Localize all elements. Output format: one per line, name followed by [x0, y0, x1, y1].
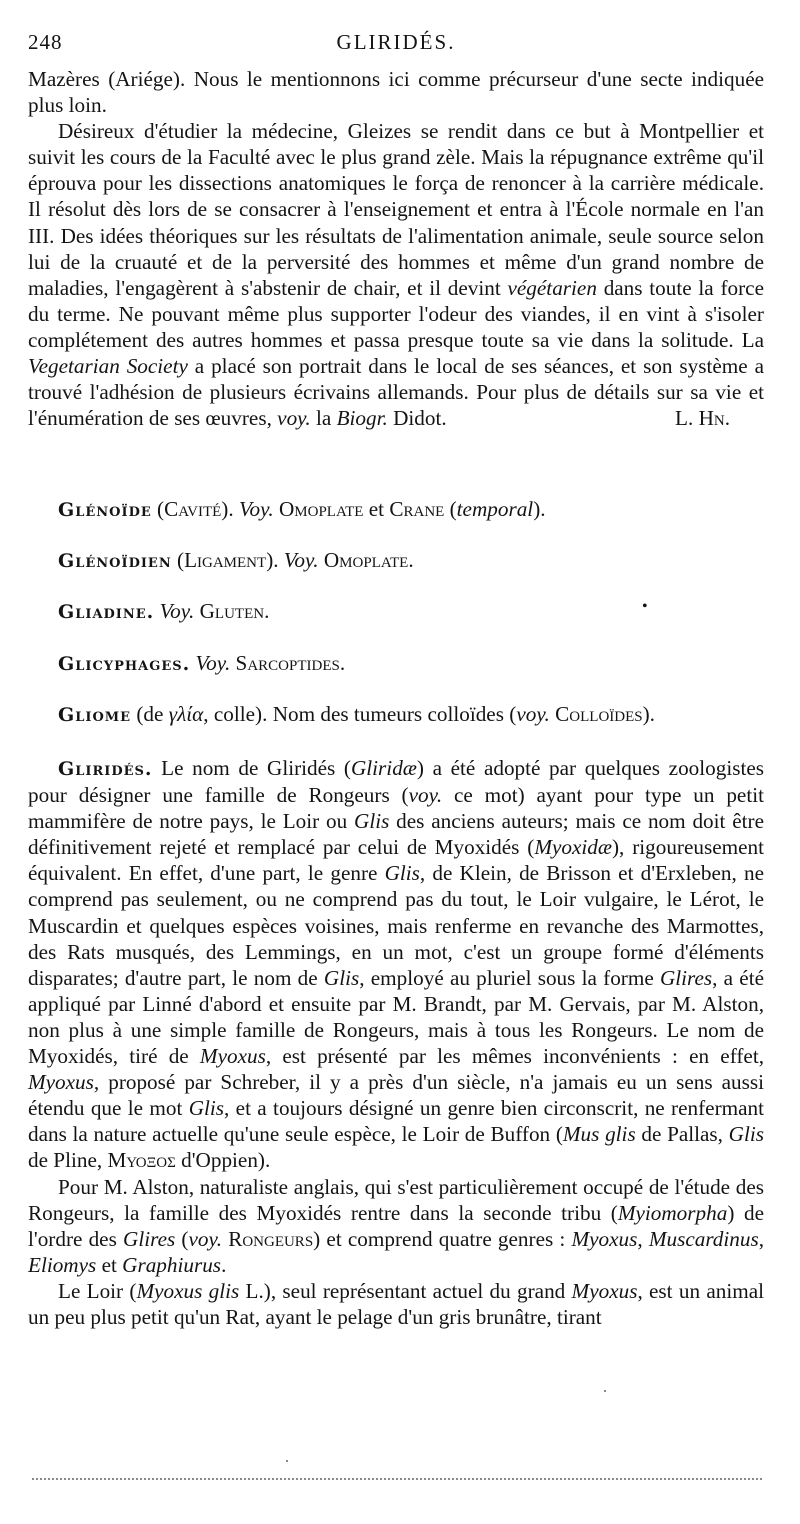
entry-headword: Gliadine. — [58, 601, 155, 623]
page-number: 248 — [28, 30, 63, 54]
entry-gliadine: Gliadine. Voy. Gluten. • — [58, 598, 648, 623]
entry-glenoide: Glénoïde (Cavité). Voy. Omoplate et Crane (temporal). — [58, 497, 546, 521]
paragraph: Mazères (Ariége). Nous le mentionnons ici comme précurseur d'une secte indiquée plus loin. — [28, 67, 764, 118]
entry-headword: Glicyphages. — [58, 653, 191, 675]
running-header — [28, 30, 764, 56]
stray-dot-mark: • — [642, 598, 648, 615]
paragraph: Désireux d'étudier la médecine, Gleizes se rendit dans ce but à Montpellier et suivit les cours de la Faculté avec le plus grand zèle. Mais la répugnance extrême qu'il éprouva pour les dissections anatomiques le força de renoncer à la carrière médicale. Il résolut dès lors de se consacrer à l'enseignement et entra à l'École normale en l'an III. Des idées théoriques sur les résultats de l'alimentation animale, seule source selon lui de la cruauté et de la perversité des hommes et même d'un grand nombre de maladies, l'engagèrent à s'abstenir de chair, et il devint végétarien dans toute la force du terme. Ne pouvant même plus supporter l'odeur des viandes, il en vint à s'isoler complétement des autres hommes et passa presque toute sa vie dans la solitude. La Vegetarian Society a placé son portrait dans le local de ses séances, et son système a trouvé l'adhésion de plusieurs écrivains allemands. Pour plus de détails sur sa vie et l'énumération de ses œuvres, voy. la Biogr. Didot. L. Hn. — [28, 119, 764, 431]
entry-headword: Gliome — [58, 704, 132, 726]
paragraph: Le Loir (Myoxus glis L.), seul représentant actuel du grand Myoxus, est un animal un peu plus petit qu'un Rat, ayant le pelage d'un gris brunâtre, tirant — [28, 1278, 764, 1329]
entry-gliome: Gliome (de γλία, colle). Nom des tumeurs colloïdes (voy. Colloïdes). — [58, 702, 655, 726]
entry-glicyphages: Glicyphages. Voy. Sarcoptides. — [58, 651, 346, 675]
entry-headword: Glénoïdien — [58, 550, 172, 572]
paragraph: Gliridés. Le nom de Gliridés (Gliridæ) a été adopté par quelques zoologistes pour désigner une famille de Rongeurs (voy. ce mot) ayant pour type un petit mammifère de notre pays, le Loir ou Glis des anciens auteurs; mais ce nom doit être définitivement rejeté et remplacé par celui de Myoxidés (Myoxidæ), rigoureusement équivalent. En effet, d'une part, le genre Glis, de Klein, de Brisson et d'Erxleben, ne comprend pas seulement, ou ne comprend pas du tout, le Loir vulgaire, le Lérot, le Muscardin et quelques espèces voisines, mais renferme en revanche des Marmottes, des Rats musqués, des Lemmings, en un mot, c'est un groupe formé d'éléments disparates; d'autre part, le nom de Glis, employé au pluriel sous la forme Glires, a été appliqué par Linné d'abord et ensuite par M. Brandt, par M. Gervais, par M. Alston, non plus à une simple famille de Rongeurs, mais à tous les Rongeurs. Le nom de Myoxidés, tiré de Myoxus, est présenté par les mêmes inconvénients : en effet, Myoxus, proposé par Schreber, il y a près d'un siècle, n'a jamais eu un sens aussi étendu que le mot Glis, et a toujours désigné un genre bien circonscrit, ne renfermant dans la nature actuelle qu'une seule espèce, le Loir de Buffon (Mus glis de Pallas, Glis de Pline, Μυοξος d'Oppien). — [28, 756, 765, 1173]
entry-glenoidien: Glénoïdien (Ligament). Voy. Omoplate. — [58, 548, 414, 572]
paragraph: Pour M. Alston, naturaliste anglais, qui s'est particulièrement occupé de l'étude des Rongeurs, la famille des Myoxidés rentre dans la seconde tribu (Myiomorpha) de l'ordre des Glires (voy. Rongeurs) et comprend quatre genres : Myoxus, Muscardinus, Eliomys et Graphiurus. — [28, 1174, 765, 1277]
scan-speck — [604, 1390, 606, 1392]
running-title: GLIRIDÉS. — [336, 30, 456, 54]
bottom-dotted-rule — [32, 1478, 762, 1480]
entry-headword: Gliridés. — [58, 758, 153, 780]
gleizes-article-end — [28, 66, 764, 431]
entry-headword: Glénoïde — [58, 499, 152, 521]
entry-glirides — [28, 755, 764, 1330]
scan-speck — [286, 1460, 288, 1462]
author-signature: L. Hn. — [675, 406, 730, 431]
